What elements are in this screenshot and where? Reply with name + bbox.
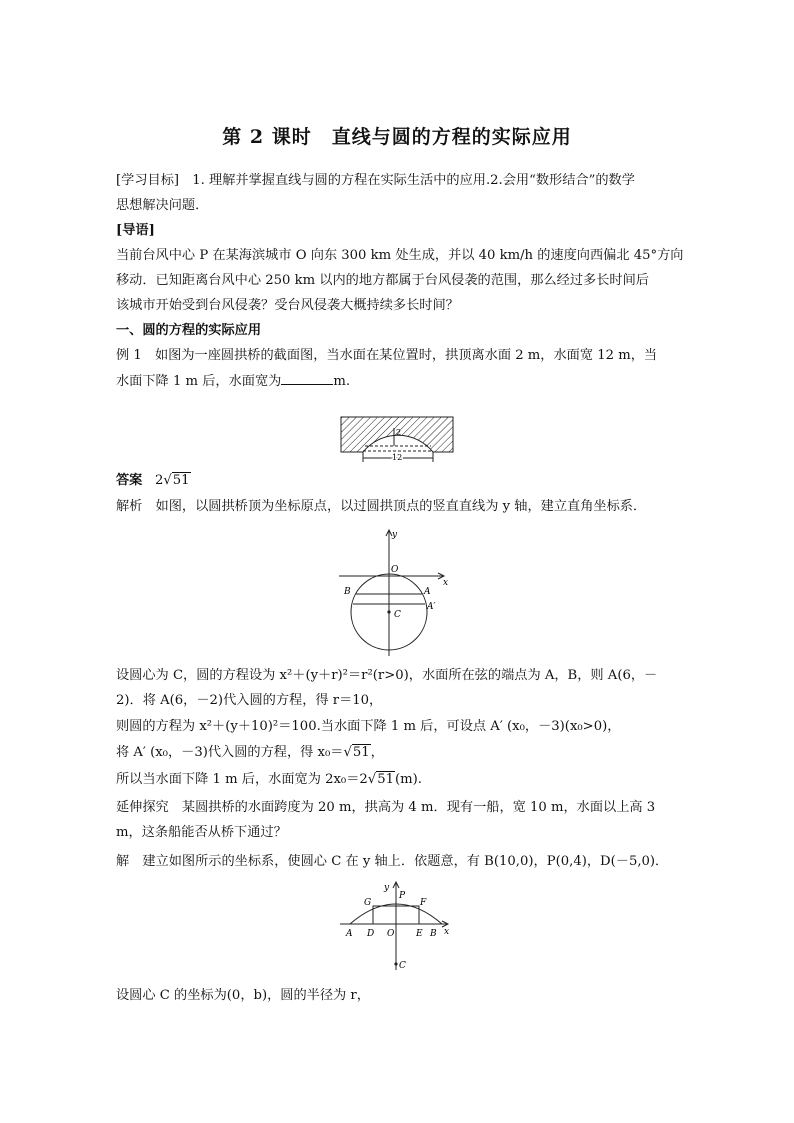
answer-coef: 2 bbox=[154, 473, 164, 488]
page-title: 第 2 课时 直线与圆的方程的实际应用 bbox=[222, 126, 572, 148]
label-F: F bbox=[420, 898, 427, 908]
solution-line-5-pre: 将 A′ (x₀，－3)代入圆的方程，得 x₀＝ bbox=[116, 745, 344, 760]
example1-text-post: m. bbox=[333, 374, 351, 389]
objectives-line-2: 思想解决问题． bbox=[116, 198, 209, 213]
extension-line-2: m，这条船能否从桥下通过？ bbox=[116, 825, 287, 840]
objectives-text-1: 1. 理解并掌握直线与圆的方程在实际生活中的应用.2.会用“数形结合”的数学 bbox=[179, 173, 635, 188]
label-B-2: B bbox=[430, 929, 437, 939]
solution-line-6: 所以当水面下降 1 m 后，水面宽为 2x₀＝2√51(m). bbox=[116, 772, 422, 787]
section-heading: 一、圆的方程的实际应用 bbox=[116, 323, 262, 338]
y-label: y bbox=[392, 530, 398, 540]
label-E: E bbox=[416, 929, 423, 939]
label-O: O bbox=[391, 565, 399, 575]
objectives-line-1 bbox=[116, 172, 682, 190]
height-label: 2 bbox=[396, 428, 402, 437]
intro-line-1: 当前台风中心 P 在某海滨城市 O 向东 300 km 处生成，并以 40 km/h 的速度向西偏北 45°方向 bbox=[116, 248, 684, 263]
example1-line-1: 例 1 如图为一座圆拱桥的截面图，当水面在某位置时，拱顶离水面 2 m，水面宽 12 m，当 bbox=[116, 348, 658, 363]
center-point-2 bbox=[394, 962, 397, 965]
solution-line-5-post: ， bbox=[370, 745, 384, 760]
solution-line-5-radicand: 51 bbox=[352, 745, 370, 760]
arch-figure bbox=[338, 880, 458, 972]
label-C-2: C bbox=[399, 961, 406, 971]
solution-line-1: 解析 如图，以圆拱桥顶为坐标原点，以过圆拱顶点的竖直直线为 y 轴，建立直角坐标系． bbox=[116, 499, 647, 514]
solution-line-6-radicand: 51 bbox=[377, 772, 394, 787]
intro-line-2: 移动．已知距离台风中心 250 km 以内的地方都属于台风侵袭的范围，那么经过多长时间后 bbox=[116, 273, 649, 288]
extension-line-1: 延伸探究 某圆拱桥的水面跨度为 20 m，拱高为 4 m．现有一船，宽 10 m，水面以上高 3 bbox=[116, 800, 656, 815]
solution-line-6-post: (m). bbox=[394, 772, 422, 787]
label-G: G bbox=[364, 898, 372, 908]
width-label: 12 bbox=[392, 453, 403, 462]
answer-blank bbox=[281, 372, 333, 385]
label-A-prime: A′ bbox=[427, 602, 436, 612]
arch-svg bbox=[338, 880, 458, 972]
solution-line-4: 则圆的方程为 x²＋(y＋10)²＝100.当水面下降 1 m 后，可设点 A′ (x₀，－3)(x₀>0)， bbox=[116, 719, 621, 734]
center-point bbox=[387, 610, 390, 613]
label-A: A bbox=[424, 587, 431, 597]
bridge-svg bbox=[338, 414, 458, 464]
label-C: C bbox=[394, 610, 401, 620]
circle-figure bbox=[336, 528, 456, 658]
label-B: B bbox=[344, 587, 351, 597]
answer-line: 答案 2√51 bbox=[116, 473, 190, 488]
answer-radicand: 51 bbox=[172, 473, 190, 488]
y-label-2: y bbox=[384, 883, 390, 893]
answer-label: 答案 bbox=[116, 473, 143, 488]
intro-label: [导语] bbox=[116, 223, 155, 238]
solution-line-5: 将 A′ (x₀，－3)代入圆的方程，得 x₀＝√51， bbox=[116, 745, 384, 760]
objectives-label: [学习目标] bbox=[116, 173, 180, 188]
solution2-line-1: 解 建立如图所示的坐标系，使圆心 C 在 y 轴上．依题意，有 B(10,0)，P(0,4)，D(－5,0)． bbox=[116, 854, 669, 869]
x-label: x bbox=[443, 578, 449, 588]
example1-text-pre: 水面下降 1 m 后，水面宽为 bbox=[116, 374, 282, 389]
solution-line-2: 设圆心为 C，圆的方程设为 x²＋(y＋r)²＝r²(r>0)，水面所在弦的端点为 A，B，则 A(6，－ bbox=[116, 668, 658, 683]
label-D: D bbox=[367, 929, 375, 939]
label-A-2: A bbox=[346, 929, 353, 939]
x-label-2: x bbox=[444, 927, 450, 937]
label-P: P bbox=[399, 891, 406, 901]
solution-line-6-pre: 所以当水面下降 1 m 后，水面宽为 2x₀＝2 bbox=[116, 772, 368, 787]
label-O-2: O bbox=[387, 929, 395, 939]
intro-line-3: 该城市开始受到台风侵袭？受台风侵袭大概持续多长时间？ bbox=[116, 298, 459, 313]
bridge-figure bbox=[338, 414, 458, 464]
circle-svg bbox=[336, 528, 456, 658]
solution2-line-2: 设圆心 C 的坐标为(0，b)，圆的半径为 r， bbox=[116, 988, 370, 1003]
example1-line-2 bbox=[116, 372, 682, 391]
solution-line-3: 2)．将 A(6，－2)代入圆的方程，得 r＝10， bbox=[116, 693, 383, 708]
